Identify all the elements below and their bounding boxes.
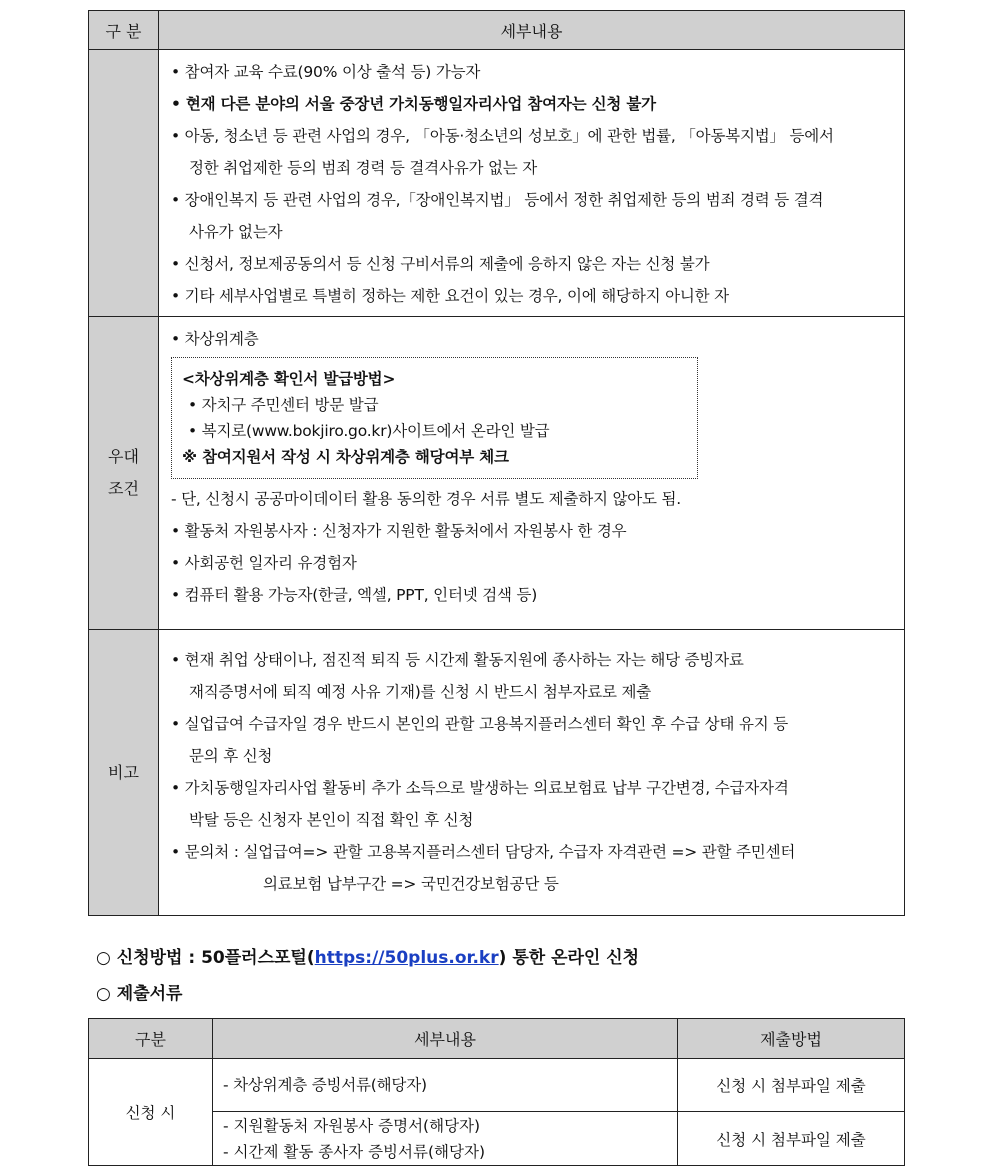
list-item: 박탈 등은 신청자 본인이 직접 확인 후 신청 (189, 811, 474, 829)
box-title: <차상위계층 확인서 발급방법> (182, 370, 396, 388)
list-item: • 가치동행일자리사업 활동비 추가 소득으로 발생하는 의료보험료 납부 구간변경, 수급자자격 (171, 779, 789, 797)
remarks-cell (159, 630, 905, 916)
list-item: 재직증명서에 퇴직 예정 사유 기재)를 신청 시 반드시 첨부자료로 제출 (189, 683, 652, 701)
required-documents-heading (96, 979, 182, 1004)
list-item: 의료보험 납부구간 => 국민건강보험공단 등 (263, 875, 559, 893)
method-cell: 신청 시 첨부파일 제출 (678, 1059, 905, 1112)
list-item: • 현재 취업 상태이나, 점진적 퇴직 등 시간제 활동지원에 종사하는 자는 해당 증빙자료 (171, 651, 744, 669)
row-label-requirements (89, 50, 159, 317)
list-item: • 자치구 주민센터 방문 발급 (188, 396, 379, 414)
list-item: • 문의처 : 실업급여=> 관할 고용복지플러스센터 담당자, 수급자 자격관련 => 관할 주민센터 (171, 843, 796, 861)
header-details: 세부내용 (159, 11, 905, 50)
certificate-info-box (171, 357, 698, 479)
list-item: • 장애인복지 등 관련 사업의 경우,「장애인복지법」 등에서 정한 취업제한 등의 범죄 경력 등 결격 (171, 191, 824, 209)
list-item: - 단, 신청시 공공마이데이터 활용 동의한 경우 서류 별도 제출하지 않아도 됨. (171, 490, 682, 508)
list-item: • 사회공헌 일자리 유경험자 (171, 554, 357, 572)
label-line: 조건 (108, 479, 139, 498)
circle-bullet-icon: ○ (96, 948, 111, 968)
list-item: • 아동, 청소년 등 관련 사업의 경우, 「아동·청소년의 성보호」에 관한 법률, 「아동복지법」 등에서 (171, 127, 834, 145)
list-item: • 차상위계층 (171, 330, 259, 348)
list-item: - 지원활동처 자원봉사 증명서(해당자) (223, 1116, 481, 1135)
circle-bullet-icon: ○ (96, 984, 111, 1004)
method-cell: 신청 시 첨부파일 제출 (678, 1112, 905, 1166)
header-method: 제출방법 (678, 1019, 905, 1059)
row-label-preference (89, 317, 159, 630)
eligibility-table (88, 10, 905, 916)
header-category: 구분 (89, 1019, 213, 1059)
list-item: • 기타 세부사업별로 특별히 정하는 제한 요건이 있는 경우, 이에 해당하지 아니한 자 (171, 287, 729, 305)
docs-label: 제출서류 (116, 984, 183, 1004)
list-item: 사유가 없는자 (189, 223, 283, 241)
row-label-remarks: 비고 (89, 630, 159, 916)
table-row (213, 1059, 678, 1112)
category-cell: 신청 시 (89, 1059, 213, 1166)
list-item: 문의 후 신청 (189, 747, 273, 765)
preference-cell (159, 317, 905, 630)
apply-method (96, 943, 639, 968)
list-item: • 실업급여 수급자일 경우 반드시 본인의 관할 고용복지플러스센터 확인 후 수급 상태 유지 등 (171, 715, 788, 733)
box-note: ※ 참여지원서 작성 시 차상위계층 해당여부 체크 (182, 448, 509, 466)
label-line: 우대 (108, 447, 139, 466)
list-item: - 시간제 활동 종사자 증빙서류(해당자) (223, 1142, 485, 1161)
documents-table (88, 1018, 905, 1166)
header-category: 구 분 (89, 11, 159, 50)
list-item: • 컴퓨터 활용 가능자(한글, 엑셀, PPT, 인터넷 검색 등) (171, 586, 538, 604)
portal-link[interactable]: https://50plus.or.kr (314, 948, 499, 968)
table-row (213, 1112, 678, 1166)
list-item: • 활동처 자원봉사자 : 신청자가 지원한 활동처에서 자원봉사 한 경우 (171, 522, 627, 540)
list-item: • 현재 다른 분야의 서울 중장년 가치동행일자리사업 참여자는 신청 불가 (171, 95, 656, 113)
requirements-cell (159, 50, 905, 317)
apply-label: 신청방법 : 50플러스포털( (116, 948, 315, 968)
list-item: • 신청서, 정보제공동의서 등 신청 구비서류의 제출에 응하지 않은 자는 신청 불가 (171, 255, 710, 273)
list-item: • 참여자 교육 수료(90% 이상 출석 등) 가능자 (171, 63, 481, 81)
list-item: • 복지로(www.bokjiro.go.kr)사이트에서 온라인 발급 (188, 422, 550, 440)
header-details: 세부내용 (213, 1019, 678, 1059)
list-item: - 차상위계층 증빙서류(해당자) (223, 1076, 427, 1094)
apply-suffix: ) 통한 온라인 신청 (498, 948, 640, 968)
list-item: 정한 취업제한 등의 범죄 경력 등 결격사유가 없는 자 (189, 159, 538, 177)
